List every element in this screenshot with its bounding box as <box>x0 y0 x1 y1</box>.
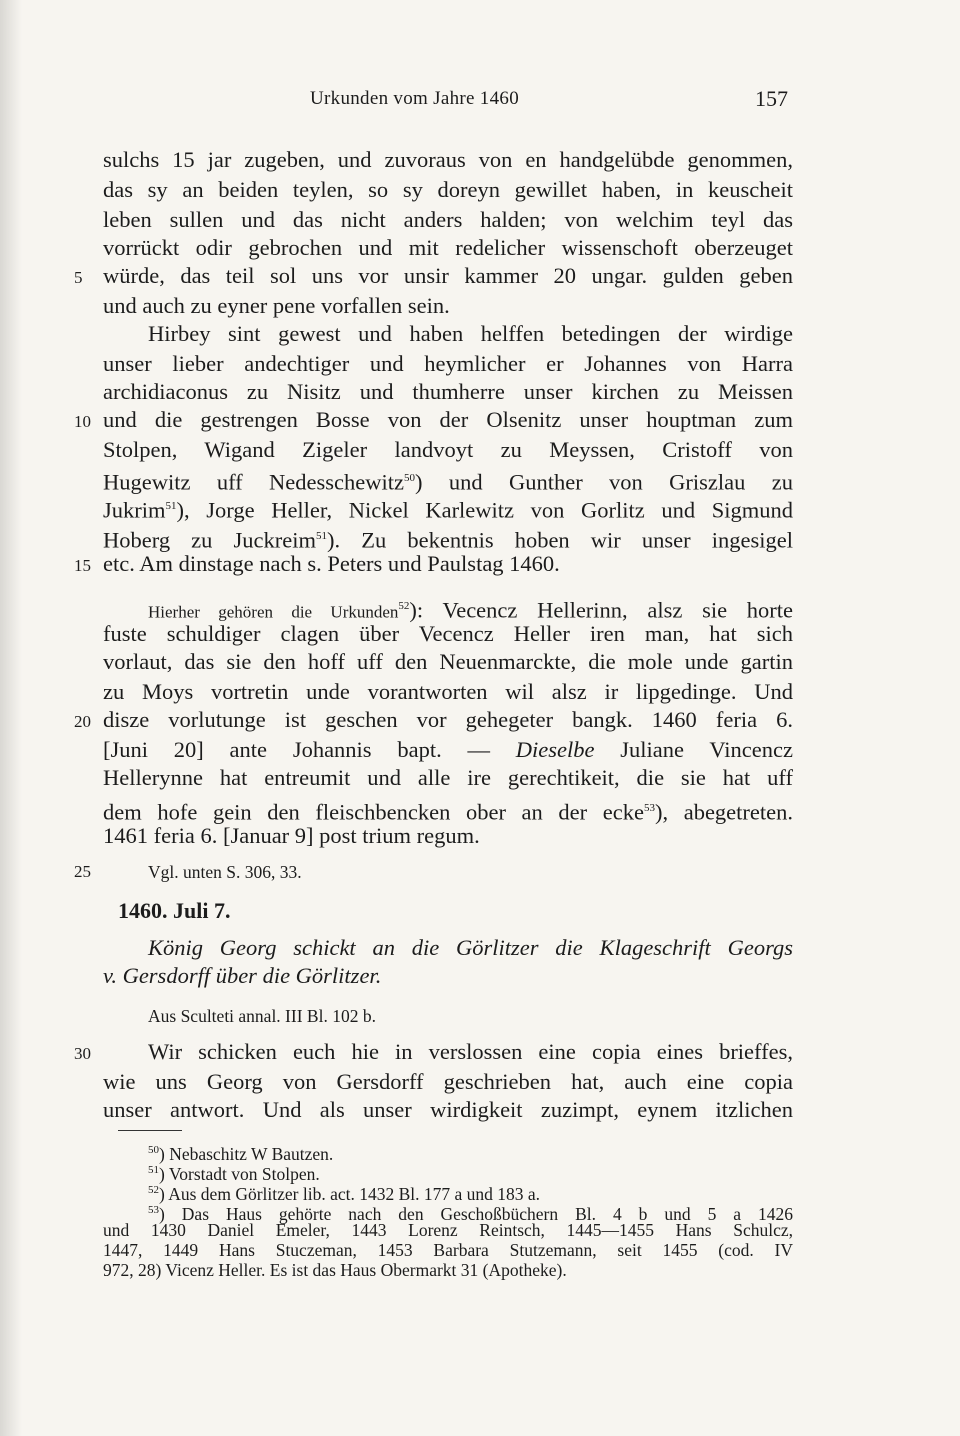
footnote-rule <box>118 1130 182 1131</box>
text-segment: ), abegetreten. <box>654 799 794 825</box>
footnote-number: 51 <box>148 1164 159 1176</box>
text-segment: Juliane Vincencz <box>594 737 793 762</box>
text-line: unser antwort. Und als unser wirdigkeit zuzimpt, eynem itzlichen <box>103 1097 793 1122</box>
page-number: 157 <box>755 86 788 111</box>
text-line: zu Moys vortretin unde vorantworten wil alsz ir lipgedinge. Und <box>103 679 793 704</box>
text-segment: ). Zu bekentnis hoben wir unser ingesigel <box>327 527 793 553</box>
text-line: und auch zu eyner pene vorfallen sein. <box>103 293 450 318</box>
line-number: 10 <box>74 412 91 431</box>
text-line: Hirbey sint gewest und haben helffen betedingen der wirdige <box>148 321 793 346</box>
footnote-marker: 52 <box>398 600 410 612</box>
document-date-heading: 1460. Juli 7. <box>118 898 231 923</box>
regest-line: v. Gersdorff über die Görlitzer. <box>103 963 382 988</box>
footnote-marker: 50 <box>403 472 415 484</box>
line-number: 30 <box>74 1044 91 1063</box>
cross-reference: Vgl. unten S. 306, 33. <box>148 862 302 882</box>
text-segment: Jukrim <box>103 497 166 523</box>
text-line: etc. Am dinstage nach s. Peters und Paulstag 1460. <box>103 551 560 576</box>
text-line: sulchs 15 jar zugeben, und zuvoraus von en handgelübde genommen, <box>103 147 793 172</box>
italic-text: Dieselbe <box>515 737 595 762</box>
footnote-marker: 51 <box>165 500 177 512</box>
text-segment: Hugewitz uff Nedesschewitz <box>103 469 404 495</box>
text-segment: ), Jorge Heller, Nickel Karlewitz von Gorlitz und Sigmund <box>176 497 793 523</box>
footnote-text: ) Aus dem Görlitzer lib. act. 1432 Bl. 177 a und 183 a. <box>159 1183 541 1204</box>
footnote-text: ) Nebaschitz W Bautzen. <box>159 1143 334 1164</box>
text-segment: ) und Gunther von Griszlau zu <box>414 469 793 495</box>
line-number: 25 <box>74 862 91 881</box>
source-note: Aus Sculteti annal. III Bl. 102 b. <box>148 1006 376 1026</box>
text-line: unser lieber andechtiger und heymlicher er Johannes von Harra <box>103 351 793 376</box>
regest-line: König Georg schickt an die Görlitzer die Klageschrift Georgs <box>148 935 793 960</box>
footnote-text: ) Das Haus gehörte nach den Geschoßbüchern Bl. 4 b und 5 a 1426 <box>159 1203 793 1224</box>
text-segment: [Juni 20] ante Johannis bapt. — <box>103 737 516 762</box>
line-number: 5 <box>74 268 83 287</box>
footnote-marker: 53 <box>643 802 655 814</box>
text-segment: dem hofe gein den fleischbencken ober an der ecke <box>103 799 644 825</box>
text-line: vorlaut, das sie den hoff uff den Neuenmarckte, die mole unde gartin <box>103 649 793 674</box>
editorial-lead: Hierher gehören die Urkunden <box>148 602 399 622</box>
footnote-marker: 51 <box>316 530 328 542</box>
text-line: Stolpen, Wigand Zigeler landvoyt zu Meyssen, Cristoff von <box>103 437 793 462</box>
footnote-number: 53 <box>148 1204 159 1216</box>
footnote-text: ) Vorstadt von Stolpen. <box>159 1163 320 1184</box>
text-line <box>103 492 793 525</box>
text-line: Hellerynne hat entreumit und alle ire gerechtikeit, die sie hat uff <box>103 765 793 790</box>
text-line: 1461 feria 6. [Januar 9] post trium regum. <box>103 823 480 848</box>
footnote-number: 52 <box>148 1184 159 1196</box>
text-line: fuste schuldiger clagen über Vecencz Heller iren man, hat sich <box>103 621 793 646</box>
footnote-continuation: 972, 28) Vicenz Heller. Es ist das Haus Obermarkt 31 (Apotheke). <box>103 1260 567 1280</box>
text-line: vorrückt odir gebrochen und mit redelicher wissenschoft oberzeuget <box>103 235 793 260</box>
text-line <box>103 736 793 764</box>
text-line: Wir schicken euch hie in verslossen eine copia eines brieffes, <box>148 1039 793 1064</box>
text-line: würde, das teil sol uns vor unsir kammer 20 ungar. gulden geben <box>103 263 793 288</box>
text-segment: Hoberg zu Juckreim <box>103 527 317 553</box>
text-line: archidiaconus zu Nisitz und thumherre unser kirchen zu Meissen <box>103 379 793 404</box>
line-number: 20 <box>74 712 91 731</box>
line-number: 15 <box>74 556 91 575</box>
text-line: das sy an beiden teylen, so sy doreyn gewillet haben, in keuscheit <box>103 177 793 202</box>
footnote-number: 50 <box>148 1144 159 1156</box>
page-edge-shadow <box>0 0 22 1436</box>
footnote-continuation: und 1430 Daniel Emeler, 1443 Lorenz Reintsch, 1445—1455 Hans Schulcz, <box>103 1220 793 1240</box>
running-header: Urkunden vom Jahre 1460 <box>310 88 519 109</box>
text-line: und die gestrengen Bosse von der Olsenitz unser houptman zum <box>103 407 793 432</box>
text-line: wie uns Georg von Gersdorff geschrieben hat, auch eine copia <box>103 1069 793 1094</box>
text-line: disze vorlutunge ist geschen vor gehegeter bangk. 1460 feria 6. <box>103 707 793 732</box>
text-line: leben sullen und das nicht anders halden; von welchim teyl das <box>103 207 793 232</box>
text-segment: ): Vecencz Hellerinn, alsz sie horte <box>409 597 793 623</box>
footnote-continuation: 1447, 1449 Hans Stuczeman, 1453 Barbara Stutzemann, seit 1455 (cod. IV <box>103 1240 793 1260</box>
